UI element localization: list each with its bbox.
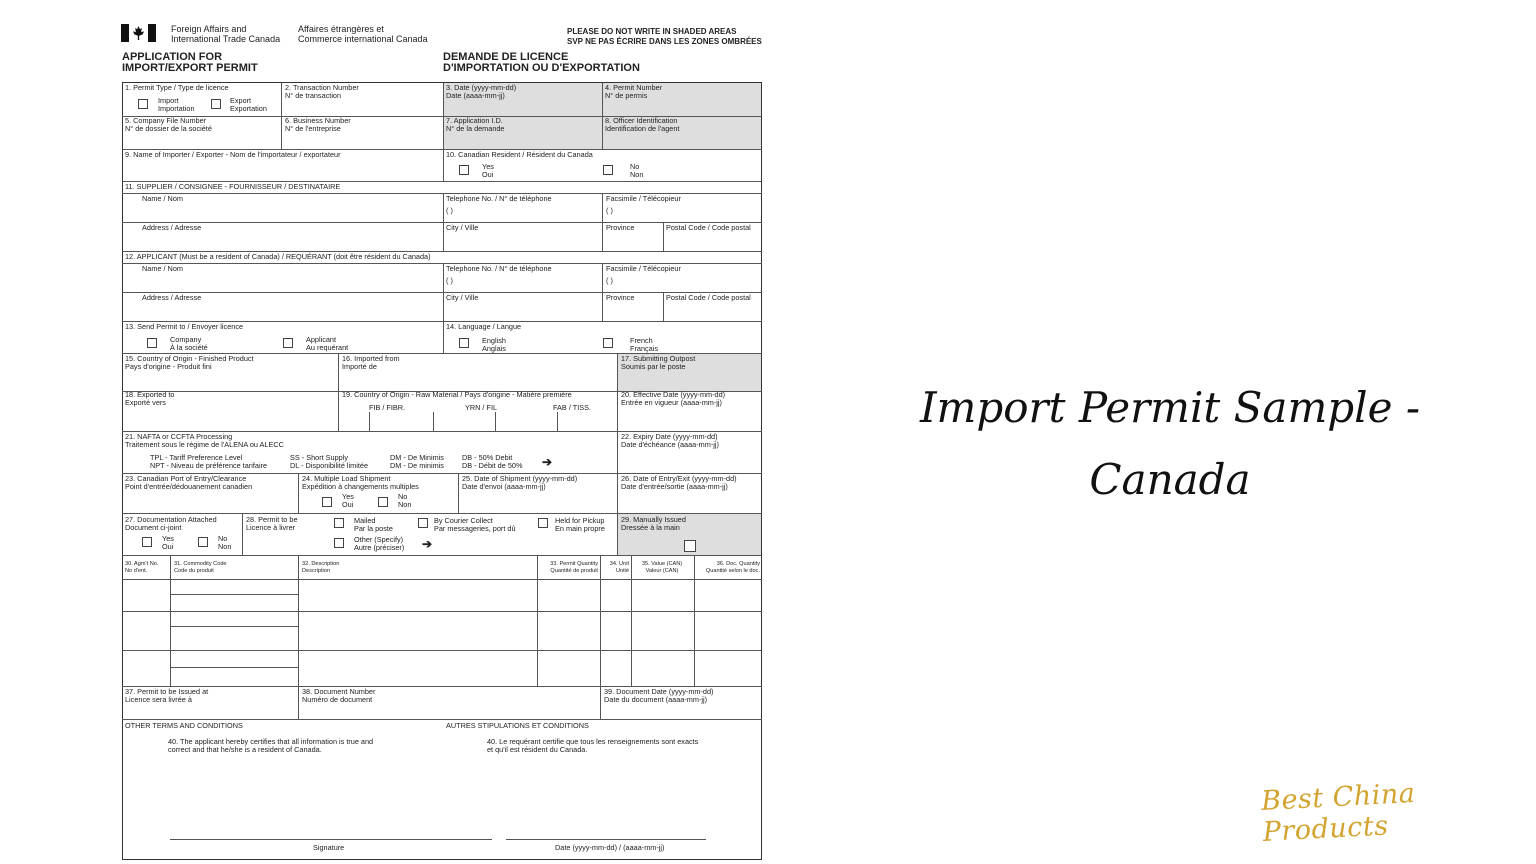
mailed-checkbox[interactable] (334, 518, 344, 528)
caption-title: Import Permit Sample - Canada (919, 383, 1421, 504)
field-11-label-line: 11. SUPPLIER / CONSIGNEE - FOURNISSEUR / DESTINATAIRE (125, 182, 341, 191)
french-checkbox[interactable] (603, 338, 613, 348)
multiple-load-yes-label-line: Oui (342, 500, 354, 509)
col-33-header-line: Quantité de produit (550, 567, 598, 574)
field-14-label (446, 323, 521, 331)
send-applicant-label (306, 336, 348, 352)
field-27-label-line: Document ci-joint (125, 523, 182, 532)
signature-date-label (555, 844, 664, 852)
col-32-header-line: Description (302, 567, 330, 574)
field-23-label-line: Point d'entrée/dédouanement canadien (125, 482, 253, 491)
field-11-label (125, 183, 340, 191)
supplier-postal-label (666, 224, 751, 232)
field-28-label-line: 28. Permit to be (246, 515, 298, 524)
export-label (230, 97, 267, 113)
field-17-label-line: 17. Submitting Outpost (621, 354, 696, 363)
applicant-phone-label-line: Telephone No. / N° de téléphone (446, 264, 552, 273)
field-28-label (246, 516, 298, 532)
field-3-label-line: 3. Date (yyyy-mm-dd) (446, 83, 517, 92)
tpl-npt-label-line: NPT - Niveau de préférence tarifaire (150, 461, 268, 470)
field-13-label-line: 13. Send Permit to / Envoyer licence (125, 322, 244, 331)
pickup-label (555, 517, 605, 533)
applicant-name-label-line: Name / Nom (142, 264, 183, 273)
col-31-header (174, 561, 227, 574)
field-20-label (621, 391, 725, 407)
field-38-label (302, 688, 375, 704)
english-label-line: English (482, 336, 506, 345)
send-company-label (170, 336, 208, 352)
form-title-en (122, 52, 258, 74)
pickup-checkbox[interactable] (538, 518, 548, 528)
col-30-header (125, 561, 158, 574)
manually-issued-checkbox[interactable] (684, 540, 696, 552)
form-title-fr-line: DEMANDE DE LICENCE (443, 51, 569, 63)
certification-en-line: 40. The applicant hereby certifies that all information is true and (168, 737, 374, 746)
send-company-label-line: Company (170, 335, 202, 344)
supplier-phone-blank-line: ( ) (446, 206, 453, 215)
signature-label-line: Signature (313, 843, 345, 852)
applicant-address-label-line: Address / Adresse (142, 293, 202, 302)
field-22-label (621, 433, 719, 449)
dm-label (390, 454, 444, 470)
db-label-line: DB - Débit de 50% (462, 461, 523, 470)
field-18-label (125, 391, 175, 407)
field-19-label (342, 391, 572, 399)
other-terms-en-line: OTHER TERMS AND CONDITIONS (125, 721, 243, 730)
import-label-line: Import (158, 96, 179, 105)
field-18-label-line: Exporté vers (125, 398, 166, 407)
send-applicant-checkbox[interactable] (283, 338, 293, 348)
other-label (354, 536, 404, 552)
certification-fr (487, 738, 698, 754)
multiple-load-yes-label (342, 493, 354, 509)
fib-label-line: FIB / FIBR. (369, 403, 406, 412)
mailed-label (354, 517, 393, 533)
courier-label-line: By Courier Collect (434, 516, 493, 525)
field-10-label (446, 151, 593, 159)
arrow-right-icon: ➔ (542, 455, 553, 469)
french-label-line: French (630, 336, 653, 345)
dm-label-line: DM - De Minimis (390, 453, 444, 462)
db-label (462, 454, 522, 470)
field-7-label (446, 117, 505, 133)
supplier-phone-blank (446, 207, 453, 215)
col-36-header-line: Quantité selon le doc. (705, 567, 760, 574)
applicant-city-label-line: City / Ville (446, 293, 479, 302)
multiple-load-yes-label-line: Yes (342, 492, 354, 501)
col-31-header-line: 31. Commodity Code (174, 561, 227, 567)
multiple-load-no-label-line: Non (398, 500, 412, 509)
supplier-postal-label-line: Postal Code / Code postal (666, 223, 751, 232)
field-25-label-line: 25. Date of Shipment (yyyy-mm-dd) (462, 474, 578, 483)
dept-name-en-line: International Trade Canada (171, 34, 281, 44)
fab-label-line: FAB / TISS. (553, 403, 591, 412)
applicant-phone-blank (446, 277, 453, 285)
field-17-label-line: Soumis par le poste (621, 362, 686, 371)
applicant-phone-blank-line: ( ) (446, 276, 453, 285)
supplier-address-label (142, 224, 201, 232)
resident-yes-label (482, 163, 494, 179)
docs-yes-checkbox[interactable] (142, 537, 152, 547)
field-12-label (125, 253, 431, 261)
field-27-label (125, 516, 217, 532)
mailed-label-line: Par la poste (354, 524, 393, 533)
applicant-postal-label-line: Postal Code / Code postal (666, 293, 751, 302)
french-label-line: Français (630, 344, 658, 353)
field-3-label-line: Date (aaaa-mm-jj) (446, 91, 505, 100)
resident-no-checkbox[interactable] (603, 165, 613, 175)
field-38-label-line: Numéro de document (302, 695, 373, 704)
col-34-header-line: Unité (615, 567, 629, 574)
docs-no-checkbox[interactable] (198, 537, 208, 547)
db-label-line: DB - 50% Debit (462, 453, 513, 462)
multiple-load-no-label (398, 493, 411, 509)
dm-label-line: DM - De minimis (390, 461, 444, 470)
applicant-fax-blank (606, 277, 613, 285)
docs-no-label-line: No (218, 534, 228, 543)
field-2-label (285, 84, 359, 100)
courier-label (434, 517, 516, 533)
tpl-npt-label-line: TPL - Tariff Preference Level (150, 453, 243, 462)
french-label (630, 337, 658, 353)
col-35-header (634, 561, 690, 574)
field-25-label (462, 475, 577, 491)
supplier-province-label (606, 224, 634, 232)
certification-en-line: correct and that he/she is a resident of Canada. (168, 745, 322, 754)
supplier-city-label-line: City / Ville (446, 223, 479, 232)
send-company-label-line: À la société (170, 343, 208, 352)
supplier-name-label-line: Name / Nom (142, 194, 183, 203)
field-37-label (125, 688, 208, 704)
applicant-city-label (446, 294, 478, 302)
col-34-header-line: 34. Unit (609, 561, 629, 567)
field-7-label-line: 7. Application I.D. (446, 116, 503, 125)
docs-yes-label-line: Yes (162, 534, 174, 543)
courier-checkbox[interactable] (418, 518, 428, 528)
col-31-header-line: Code du produit (174, 567, 214, 574)
field-21-label (125, 433, 284, 449)
tpl-npt-label (150, 454, 267, 470)
field-2-label-line: N° de transaction (285, 91, 342, 100)
applicant-fax-label (606, 265, 681, 273)
docs-yes-label-line: Oui (162, 542, 174, 551)
shaded-area-notice (567, 27, 762, 47)
canada-flag-icon (121, 24, 157, 42)
english-label (482, 337, 506, 353)
ss-dl-label-line: SS - Short Supply (290, 453, 348, 462)
field-21-label-line: 21. NAFTA or CCFTA Processing (125, 432, 233, 441)
field-5-label (125, 117, 212, 133)
field-27-label-line: 27. Documentation Attached (125, 515, 217, 524)
supplier-fax-label-line: Facsimile / Télécopieur (606, 194, 681, 203)
export-label-line: Exportation (230, 104, 267, 113)
field-6-label-line: 6. Business Number (285, 116, 351, 125)
field-39-label-line: 39. Document Date (yyyy-mm-dd) (604, 687, 714, 696)
supplier-city-label (446, 224, 478, 232)
field-8-label-line: 8. Officer Identification (605, 116, 678, 125)
supplier-fax-blank-line: ( ) (606, 206, 613, 215)
form-title-fr (443, 52, 640, 74)
import-label (158, 97, 195, 113)
field-16-label-line: 16. Imported from (342, 354, 400, 363)
pickup-label-line: En main propre (555, 524, 605, 533)
form-title-fr-line: D'IMPORTATION OU D'EXPORTATION (443, 62, 640, 74)
field-26-label-line: Date d'entrée/sortie (aaaa-mm-jj) (621, 482, 728, 491)
applicant-province-label-line: Province (606, 293, 635, 302)
certification-fr-line: 40. Le requérant certifie que tous les renseignements sont exacts (487, 737, 699, 746)
col-32-header-line: 32. Description (302, 561, 340, 567)
supplier-province-label-line: Province (606, 223, 635, 232)
col-33-header-line: 33. Permit Quantity (550, 561, 598, 567)
dept-name-fr-line: Commerce international Canada (298, 34, 428, 44)
courier-label-line: Par messageries, port dû (434, 524, 516, 533)
col-33-header (540, 561, 598, 574)
field-15-label-line: 15. Country of Origin - Finished Product (125, 354, 254, 363)
docs-no-label-line: Non (218, 542, 232, 551)
other-terms-fr-line: AUTRES STIPULATIONS ET CONDITIONS (446, 721, 589, 730)
dept-name-fr-line: Affaires étrangères et (298, 24, 384, 34)
other-checkbox[interactable] (334, 538, 344, 548)
col-34-header (602, 561, 629, 574)
field-18-label-line: 18. Exported to (125, 390, 175, 399)
field-38-label-line: 38. Document Number (302, 687, 376, 696)
form-title-en-line: IMPORT/EXPORT PERMIT (122, 62, 258, 74)
field-20-label-line: Entrée en vigueur (aaaa-mm-jj) (621, 398, 722, 407)
multiple-load-no-label-line: No (398, 492, 408, 501)
fab-label (553, 404, 591, 412)
dept-name-en-line: Foreign Affairs and (171, 24, 247, 34)
supplier-name-label (142, 195, 183, 203)
yrn-label-line: YRN / FIL (465, 403, 498, 412)
field-8-label-line: Identification de l'agent (605, 124, 680, 133)
fib-label (369, 404, 405, 412)
dept-name-en (171, 24, 280, 44)
field-10-label-line: 10. Canadian Resident / Résident du Canada (446, 150, 593, 159)
send-applicant-label-line: Applicant (306, 335, 337, 344)
field-1-label-line: 1. Permit Type / Type de licence (125, 83, 229, 92)
certification-fr-line: et qu'il est résident du Canada. (487, 745, 588, 754)
field-4-label-line: 4. Permit Number (605, 83, 663, 92)
field-1-label (125, 84, 229, 92)
col-36-header-line: 36. Doc. Quantity (716, 561, 760, 567)
field-39-label (604, 688, 713, 704)
multiple-load-yes-checkbox[interactable] (322, 497, 332, 507)
resident-yes-label-line: Oui (482, 170, 494, 179)
applicant-name-label (142, 265, 183, 273)
field-37-label-line: 37. Permit to be Issued at (125, 687, 209, 696)
field-22-label-line: 22. Expiry Date (yyyy-mm-dd) (621, 432, 718, 441)
resident-no-label (630, 163, 643, 179)
certification-en (168, 738, 373, 754)
applicant-address-label (142, 294, 201, 302)
field-2-label-line: 2. Transaction Number (285, 83, 359, 92)
field-23-label-line: 23. Canadian Port of Entry/Clearance (125, 474, 247, 483)
col-30-header-line: 30. Agm't No. (125, 561, 159, 567)
shaded-area-notice-line: SVP NE PAS ÉCRIRE DANS LES ZONES OMBRÉES (567, 37, 762, 46)
field-9-label (125, 151, 341, 159)
field-37-label-line: Licence sera livrée à (125, 695, 192, 704)
supplier-fax-label (606, 195, 681, 203)
col-35-header-line: 35. Value (CAN) (641, 561, 683, 567)
field-4-label (605, 84, 662, 100)
supplier-phone-label-line: Telephone No. / N° de téléphone (446, 194, 552, 203)
other-label-line: Other (Specify) (354, 535, 404, 544)
applicant-province-label (606, 294, 634, 302)
english-checkbox[interactable] (459, 338, 469, 348)
multiple-load-no-checkbox[interactable] (378, 497, 388, 507)
other-terms-fr (446, 722, 589, 730)
field-14-label-line: 14. Language / Langue (446, 322, 522, 331)
field-9-label-line: 9. Name of Importer / Exporter - Nom de l'importateur / exportateur (125, 150, 341, 159)
field-5-label-line: N° de dossier de la société (125, 124, 212, 133)
field-8-label (605, 117, 679, 133)
resident-no-label-line: Non (630, 170, 644, 179)
import-checkbox[interactable] (138, 99, 148, 109)
field-24-label (302, 475, 419, 491)
supplier-fax-blank (606, 207, 613, 215)
yrn-label (465, 404, 497, 412)
field-4-label-line: N° de permis (605, 91, 648, 100)
field-21-label-line: Traitement sous le régime de l'ALENA ou ALECC (125, 440, 284, 449)
col-36-header (697, 561, 760, 574)
field-7-label-line: N° de la demande (446, 124, 505, 133)
other-terms-en (125, 722, 243, 730)
ss-dl-label (290, 454, 368, 470)
field-12-label-line: 12. APPLICANT (Must be a resident of Canada) / REQUÉRANT (doit être résident du Canada) (125, 252, 431, 261)
field-25-label-line: Date d'envoi (aaaa-mm-jj) (462, 482, 546, 491)
field-6-label (285, 117, 351, 133)
field-16-label (342, 355, 400, 371)
field-39-label-line: Date du document (aaaa-mm-jj) (604, 695, 708, 704)
applicant-phone-label (446, 265, 552, 273)
field-15-label-line: Pays d'origine - Produit fini (125, 362, 212, 371)
docs-no-label (218, 535, 231, 551)
col-30-header-line: No d'ent. (125, 567, 148, 574)
field-22-label-line: Date d'échéance (aaaa-mm-jj) (621, 440, 719, 449)
arrow-right-icon: ➔ (422, 537, 433, 551)
applicant-fax-label-line: Facsimile / Télécopieur (606, 264, 681, 273)
col-32-header (302, 561, 339, 574)
export-label-line: Export (230, 96, 252, 105)
ss-dl-label-line: DL - Disponibilité limitée (290, 461, 368, 470)
field-29-label-line: 29. Manually Issued (621, 515, 686, 524)
english-label-line: Anglais (482, 344, 506, 353)
supplier-address-label-line: Address / Adresse (142, 223, 202, 232)
resident-no-label-line: No (630, 162, 640, 171)
field-15-label (125, 355, 254, 371)
pickup-label-line: Held for Pickup (555, 516, 605, 525)
field-24-label-line: Expédition à changements multiples (302, 482, 419, 491)
other-label-line: Autre (préciser) (354, 543, 405, 552)
field-16-label-line: Importé de (342, 362, 377, 371)
field-5-label-line: 5. Company File Number (125, 116, 207, 125)
export-checkbox[interactable] (211, 99, 221, 109)
signature-label (313, 844, 344, 852)
field-3-label (446, 84, 516, 100)
send-company-checkbox[interactable] (147, 338, 157, 348)
field-29-label-line: Dressée à la main (621, 523, 680, 532)
col-35-header-line: Valeur (CAN) (645, 567, 679, 574)
field-19-label-line: 19. Country of Origin - Raw Material / Pays d'origine - Matière première (342, 390, 572, 399)
form-title-en-line: APPLICATION FOR (122, 51, 223, 63)
field-24-label-line: 24. Multiple Load Shipment (302, 474, 391, 483)
field-13-label (125, 323, 243, 331)
supplier-phone-label (446, 195, 552, 203)
brand-watermark: Best China Products (1260, 777, 1417, 848)
import-label-line: Importation (158, 104, 195, 113)
docs-yes-label (162, 535, 174, 551)
resident-yes-label-line: Yes (482, 162, 494, 171)
field-23-label (125, 475, 252, 491)
field-28-label-line: Licence à livrer (246, 523, 296, 532)
field-29-label (621, 516, 686, 532)
applicant-postal-label (666, 294, 751, 302)
field-6-label-line: N° de l'entreprise (285, 124, 341, 133)
dept-name-fr (298, 24, 428, 44)
field-20-label-line: 20. Effective Date (yyyy-mm-dd) (621, 390, 726, 399)
mailed-label-line: Mailed (354, 516, 376, 525)
signature-date-label-line: Date (yyyy-mm-dd) / (aaaa-mm-jj) (555, 843, 665, 852)
field-26-label (621, 475, 737, 491)
shaded-area-notice-line: PLEASE DO NOT WRITE IN SHADED AREAS (567, 27, 737, 36)
field-26-label-line: 26. Date of Entry/Exit (yyyy-mm-dd) (621, 474, 737, 483)
resident-yes-checkbox[interactable] (459, 165, 469, 175)
field-17-label (621, 355, 695, 371)
applicant-fax-blank-line: ( ) (606, 276, 613, 285)
send-applicant-label-line: Au requérant (306, 343, 349, 352)
